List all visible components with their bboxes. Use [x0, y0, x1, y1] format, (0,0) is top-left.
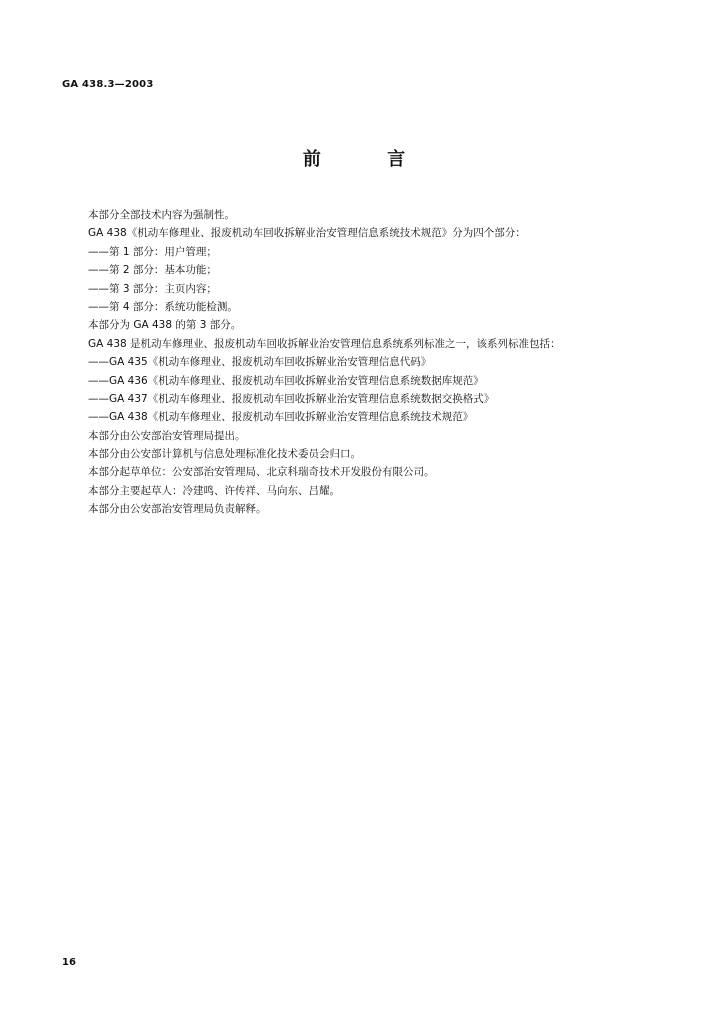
paragraph-proposed-by: 本部分由公安部治安管理局提出。: [88, 429, 246, 442]
paragraph-centralized-by: 本部分由公安部计算机与信息处理标准化技术委员会归口。: [88, 448, 361, 461]
paragraph-parts-intro: GA 438《机动车修理业、报废机动车回收拆解业治安管理信息系统技术规范》分为四个部分：: [88, 227, 526, 240]
paragraph-drafting-units: 本部分起草单位：公安部治安管理局、北京科瑞奇技术开发股份有限公司。: [88, 466, 435, 479]
list-item-ga437: ——GA 437《机动车修理业、报废机动车回收拆解业治安管理信息系统数据交换格式》: [88, 392, 495, 405]
paragraph-this-part: 本部分为 GA 438 的第 3 部分。: [88, 319, 242, 332]
paragraph-mandatory: 本部分全部技术内容为强制性。: [88, 209, 235, 221]
list-item-part-4: ——第 4 部分：系统功能检测。: [88, 300, 238, 313]
page-title: 前 言: [302, 149, 436, 170]
list-item-ga436: ——GA 436《机动车修理业、报废机动车回收拆解业治安管理信息系统数据库规范》: [88, 374, 484, 387]
paragraph-series-intro: GA 438 是机动车修理业、报废机动车回收拆解业治安管理信息系统系列标准之一，该系列标准包括：: [88, 337, 561, 350]
list-item-part-1: ——第 1 部分：用户管理；: [88, 245, 217, 258]
list-item-part-3: ——第 3 部分：主页内容；: [88, 282, 217, 295]
foreword-body: [62, 206, 640, 519]
standard-code-header: GA 438.3—2003: [62, 79, 154, 90]
list-item-ga435: ——GA 435《机动车修理业、报废机动车回收拆解业治安管理信息代码》: [88, 356, 432, 369]
list-item-ga438: ——GA 438《机动车修理业、报废机动车回收拆解业治安管理信息系统技术规范》: [88, 411, 474, 424]
paragraph-interpretation: 本部分由公安部治安管理局负责解释。: [88, 503, 267, 516]
paragraph-drafters: 本部分主要起草人：冷建鸣、许传祥、马向东、吕耀。: [88, 484, 340, 497]
list-item-part-2: ——第 2 部分：基本功能；: [88, 264, 217, 277]
page-number: 16: [62, 957, 76, 968]
